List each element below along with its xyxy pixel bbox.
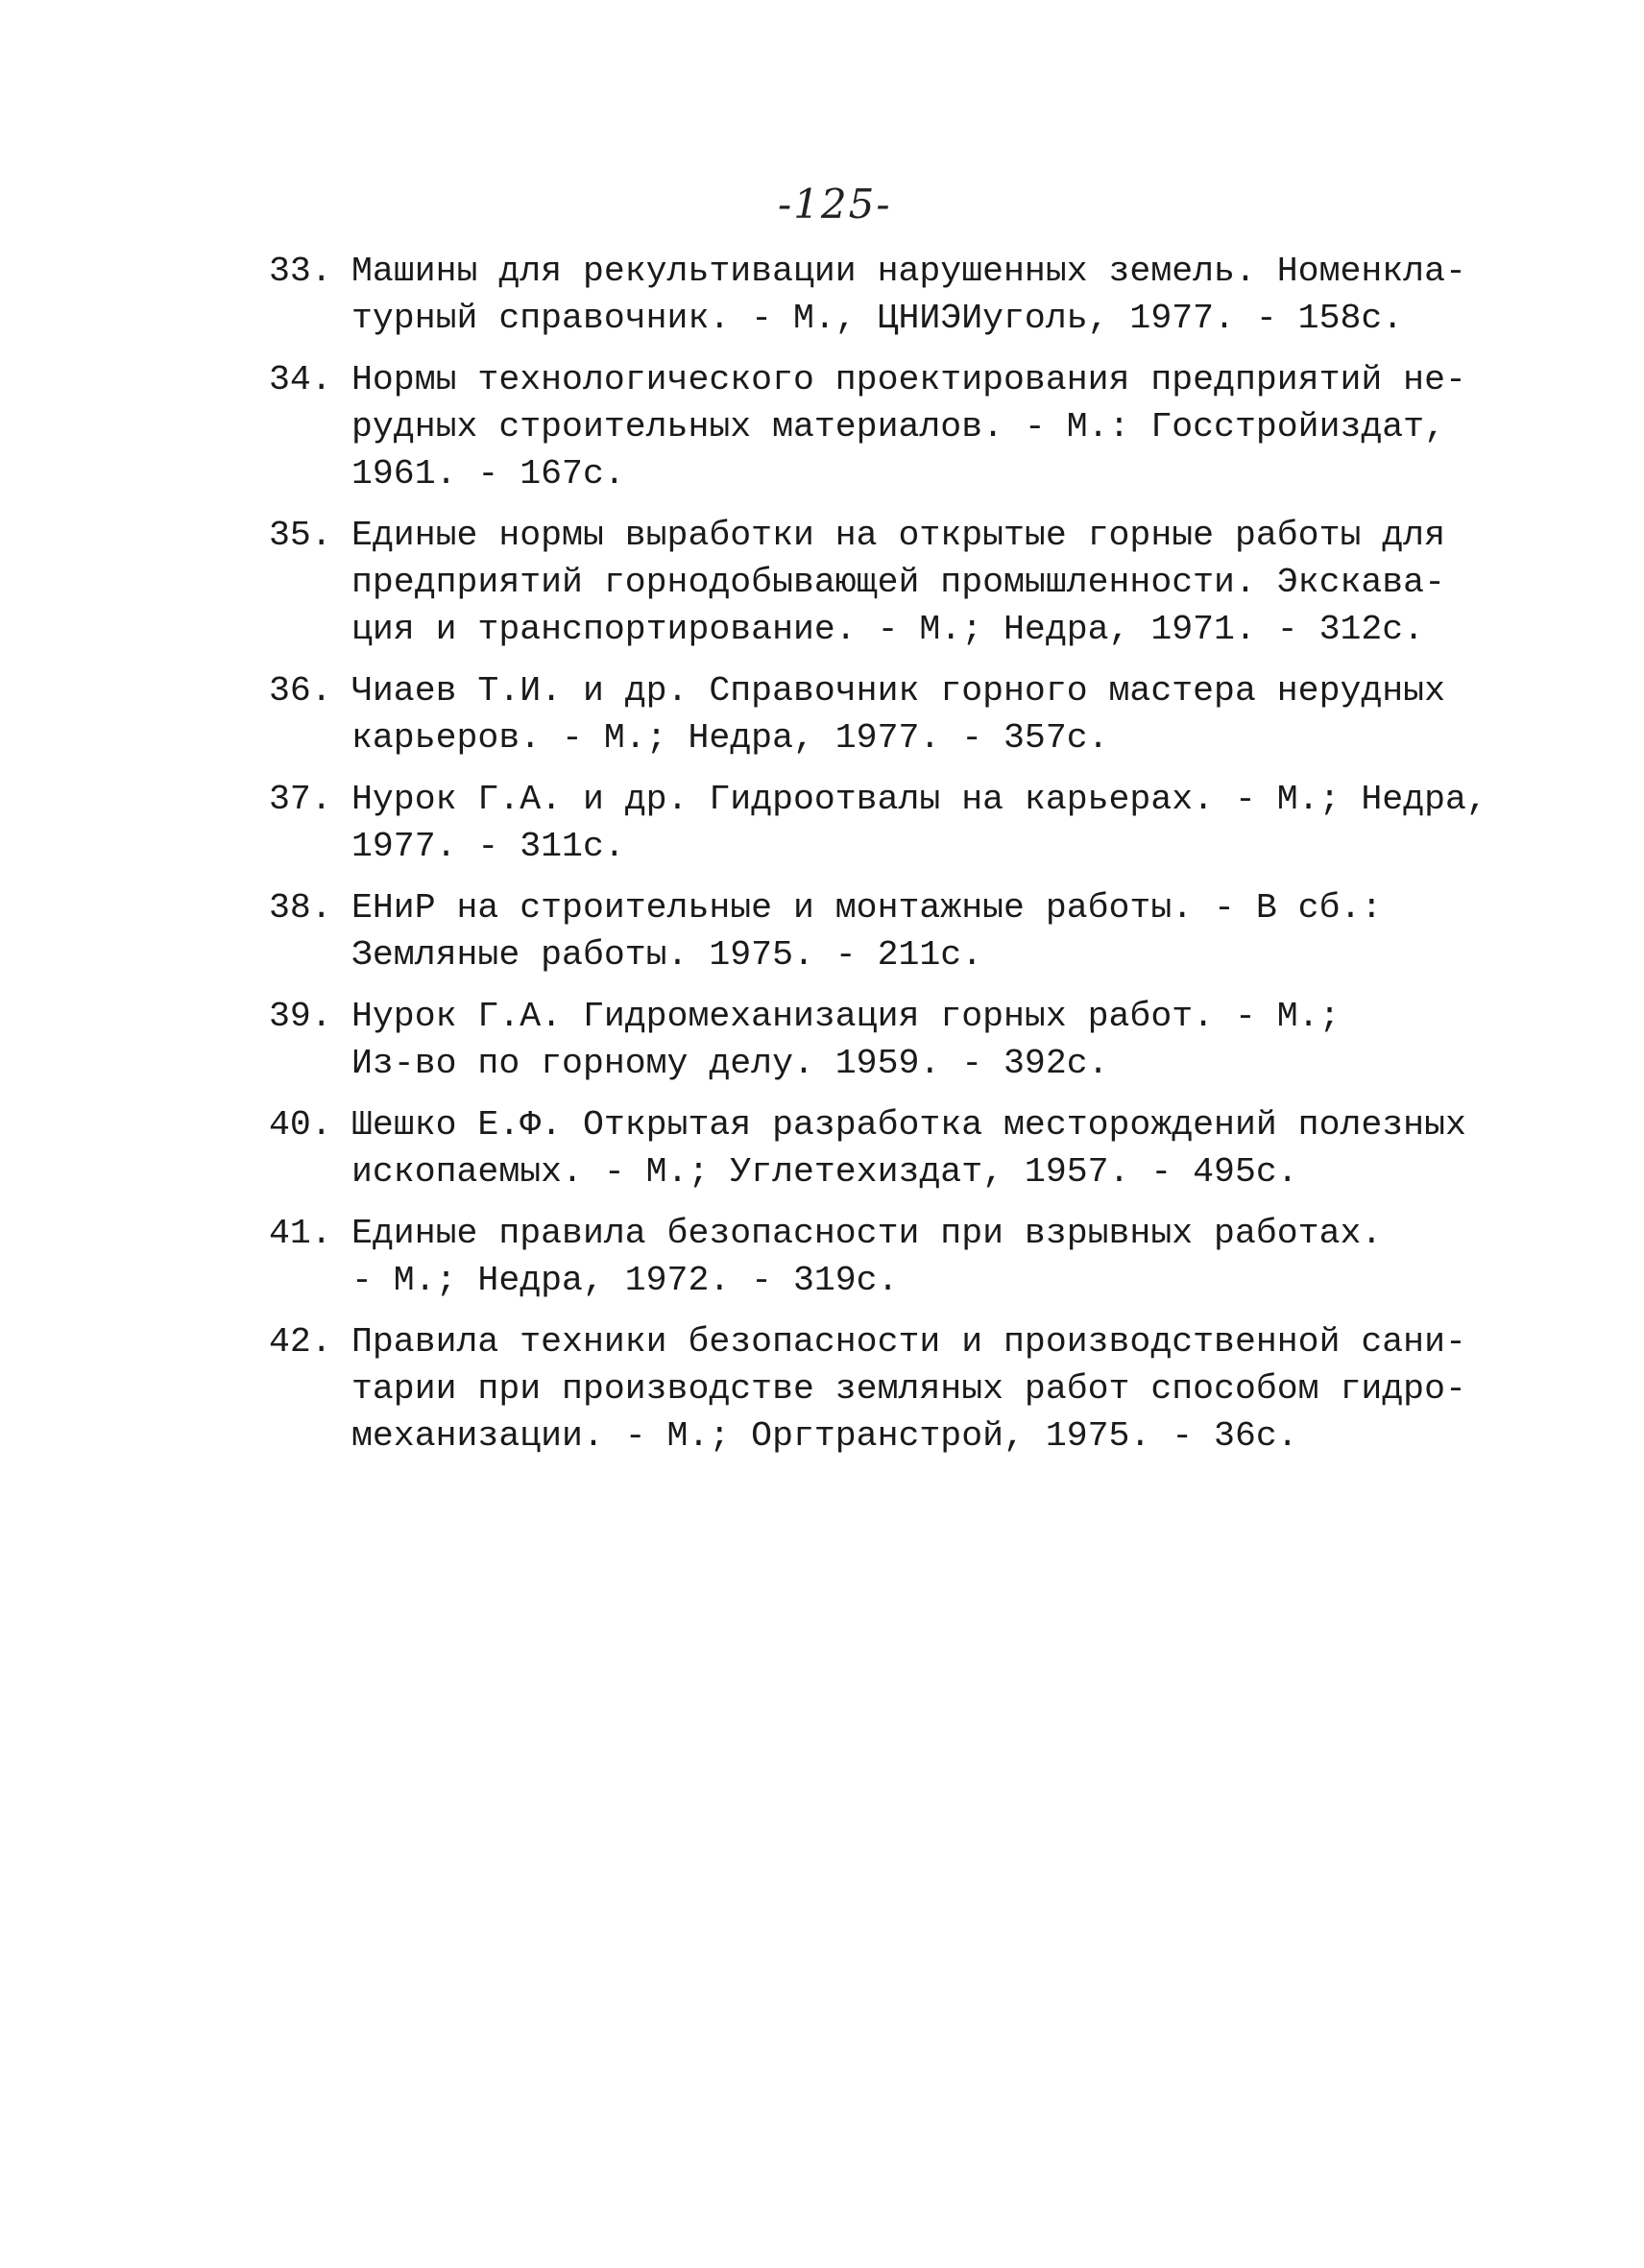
reference-line: ископаемых. - М.; Углетехиздат, 1957. - 495с. <box>351 1152 1298 1192</box>
reference-number: 33. <box>269 252 332 291</box>
reference-line: Чиаев Т.И. и др. Справочник горного мастера нерудных <box>351 671 1445 711</box>
reference-line: ЕНиР на строительные и монтажные работы. - В сб.: <box>351 888 1383 928</box>
reference-line: карьеров. - М.; Недра, 1977. - 357с. <box>351 718 1109 758</box>
reference-entry <box>269 1101 1466 1195</box>
reference-text <box>351 1318 1466 1460</box>
reference-line: Земляные работы. 1975. - 211с. <box>351 935 983 975</box>
reference-number: 35. <box>269 516 332 555</box>
reference-number: 41. <box>269 1214 332 1253</box>
reference-text <box>351 248 1466 342</box>
reference-line: Правила техники безопасности и производственной сани- <box>351 1322 1466 1362</box>
reference-entry <box>269 1318 1466 1460</box>
reference-text <box>351 993 1402 1087</box>
reference-number: 39. <box>269 997 332 1036</box>
reference-line: Нурок Г.А. Гидромеханизация горных работ. - М.; <box>351 997 1341 1036</box>
reference-line: Машины для рекультивации нарушенных земель. Номенкла- <box>351 252 1466 291</box>
reference-text <box>351 356 1466 497</box>
reference-number: 34. <box>269 360 332 399</box>
reference-text <box>351 884 1402 978</box>
reference-line: механизации. - М.; Оргтранстрой, 1975. - 36с. <box>351 1416 1298 1456</box>
reference-line: - М.; Недра, 1972. - 319с. <box>351 1261 899 1300</box>
reference-line: 1961. - 167с. <box>351 454 625 494</box>
reference-text <box>351 1210 1402 1304</box>
reference-entry <box>269 1210 1402 1304</box>
reference-line: рудных строительных материалов. - М.: Госстройиздат, <box>351 407 1445 446</box>
reference-entry <box>269 248 1466 342</box>
reference-entry <box>269 776 1487 870</box>
reference-entry <box>269 512 1445 653</box>
reference-entry <box>269 884 1402 978</box>
reference-text <box>351 512 1445 653</box>
reference-number: 38. <box>269 888 332 928</box>
reference-number: 36. <box>269 671 332 711</box>
reference-line: 1977. - 311с. <box>351 827 625 866</box>
reference-line: Единые нормы выработки на открытые горные работы для <box>351 516 1445 555</box>
reference-entry <box>269 667 1445 761</box>
reference-number: 40. <box>269 1105 332 1145</box>
reference-line: тарии при производстве земляных работ способом гидро- <box>351 1369 1466 1409</box>
reference-line: Из-во по горному делу. 1959. - 392с. <box>351 1044 1109 1083</box>
reference-line: ция и транспортирование. - М.; Недра, 1971. - 312с. <box>351 610 1425 649</box>
reference-number: 42. <box>269 1322 332 1362</box>
page-number: -125- <box>778 181 892 228</box>
reference-text <box>351 667 1445 761</box>
reference-line: Нурок Г.А. и др. Гидроотвалы на карьерах. - М.; Недра, <box>351 780 1487 819</box>
reference-text <box>351 776 1487 870</box>
reference-number: 37. <box>269 780 332 819</box>
reference-line: Нормы технологического проектирования предприятий не- <box>351 360 1466 399</box>
reference-line: Единые правила безопасности при взрывных работах. <box>351 1214 1383 1253</box>
reference-text <box>351 1101 1466 1195</box>
reference-list <box>269 248 1487 1474</box>
reference-entry <box>269 356 1466 497</box>
reference-line: турный справочник. - М., ЦНИЭИуголь, 1977. - 158с. <box>351 299 1404 338</box>
reference-line: предприятий горнодобывающей промышленности. Экскава- <box>351 563 1445 602</box>
reference-line: Шешко Е.Ф. Открытая разработка месторождений полезных <box>351 1105 1466 1145</box>
reference-entry <box>269 993 1402 1087</box>
